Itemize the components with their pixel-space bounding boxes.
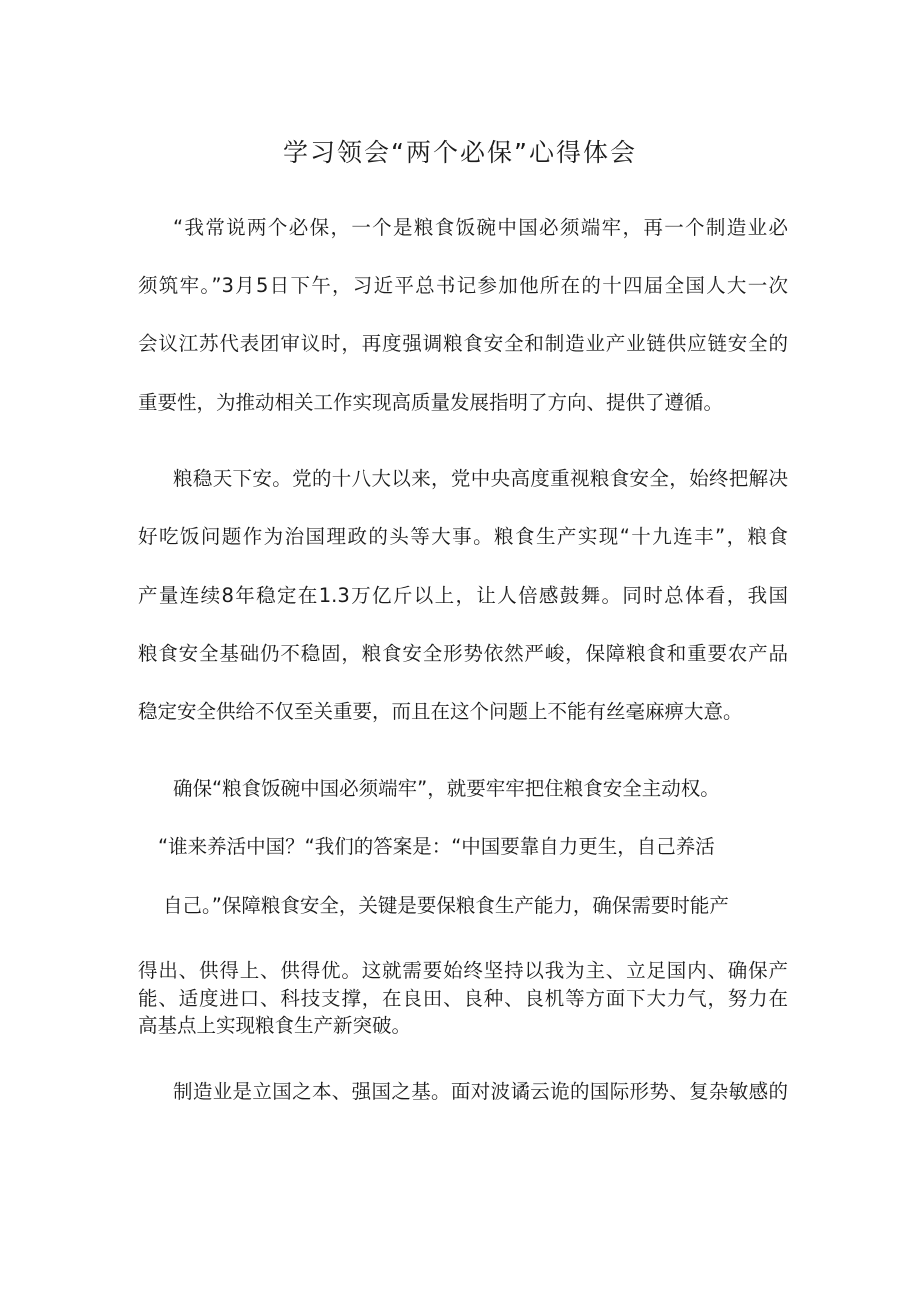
text-line: 高基点上实现粮食生产新突破。 — [138, 1014, 412, 1037]
text-line: 粮稳天下安。党的十八大以来，党中央高度重视粮食安全，始终把解决 — [173, 467, 788, 490]
text-line: 粮食安全基础仍不稳固，粮食安全形势依然严峻，保障粮食和重要农产品 — [138, 642, 788, 665]
text-line: 产量连续8年稳定在1.3万亿斤以上，让人倍感鼓舞。同时总体看，我国 — [138, 584, 788, 607]
text-line: 须筑牢。”3月5日下午，习近平总书记参加他所在的十四届全国人大一次 — [138, 274, 788, 297]
text-line: 得出、供得上、供得优。这就需要始终坚持以我为主、立足国内、确保产 — [138, 959, 788, 982]
text-line: “谁来养活中国？“我们的答案是：“中国要靠自力更生，自己养活 — [158, 835, 715, 858]
text-line: 重要性，为推动相关工作实现高质量发展指明了方向、提供了遵循。 — [138, 391, 724, 414]
text-line: 确保“粮食饭碗中国必须端牢”，就要牢牢把住粮食安全主动权。 — [173, 777, 720, 800]
text-line: 制造业是立国之本、强国之基。面对波谲云诡的国际形势、复杂敏感的 — [173, 1080, 788, 1103]
text-line: 稳定安全供给不仅至关重要，而且在这个问题上不能有丝毫麻痹大意。 — [138, 700, 743, 723]
text-line: 自己。”保障粮食安全，关键是要保粮食生产能力，确保需要时能产 — [163, 894, 729, 917]
document-title: 学习领会“两个必保”心得体会 — [283, 138, 637, 167]
text-line: 好吃饭问题作为治国理政的头等大事。粮食生产实现“十九连丰”，粮食 — [138, 525, 788, 548]
text-line: “我常说两个必保，一个是粮食饭碗中国必须端牢，再一个制造业必 — [173, 216, 788, 239]
text-line: 会议江苏代表团审议时，再度强调粮食安全和制造业产业链供应链安全的 — [138, 332, 788, 355]
text-line: 能、适度进口、科技支撑，在良田、良种、良机等方面下大力气，努力在 — [138, 987, 788, 1010]
